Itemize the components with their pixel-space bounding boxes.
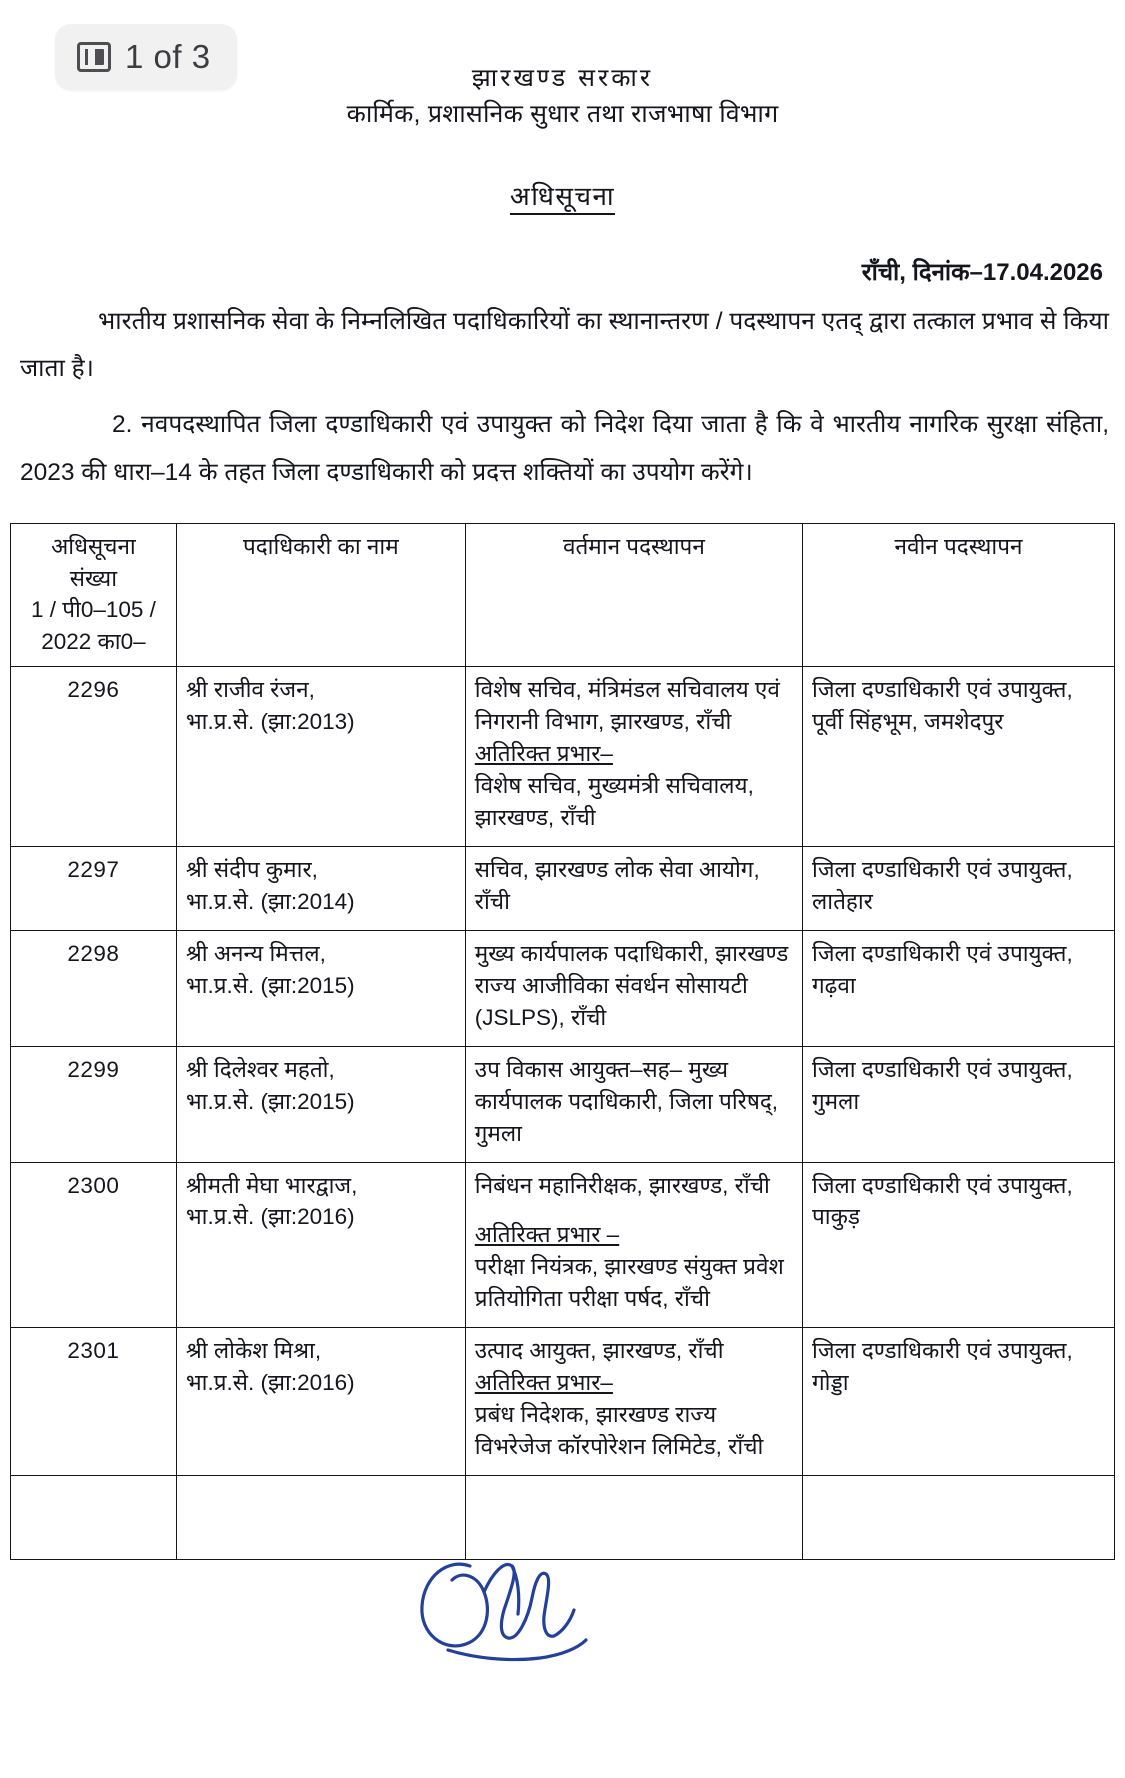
cell-empty	[803, 1476, 1115, 1560]
cell-current-posting: उप विकास आयुक्त–सह– मुख्य कार्यपालक पदाधिकारी, जिला परिषद्, गुमला	[465, 1046, 802, 1162]
officer-name: श्रीमती मेघा भारद्वाज,	[185, 1172, 358, 1198]
table-row	[11, 1328, 1115, 1476]
table-row-empty	[11, 1476, 1115, 1560]
notification-title	[10, 177, 1115, 213]
cell-new-posting: जिला दण्डाधिकारी एवं उपायुक्त, पूर्वी सिंहभूम, जमशेदपुर	[803, 667, 1115, 847]
place-and-date: राँची, दिनांक–17.04.2026	[861, 258, 1103, 286]
current-posting-text: निबंधन महानिरीक्षक, झारखण्ड, राँची	[474, 1172, 770, 1198]
cell-officer	[176, 667, 465, 847]
signature-mark	[400, 1552, 630, 1672]
header-line: 1 / पी0–105 /	[30, 597, 156, 623]
table-row	[11, 1046, 1115, 1162]
officer-cadre: भा.प्र.से. (झा:2015)	[185, 972, 355, 998]
extra-charge-text: परीक्षा नियंत्रक, झारखण्ड संयुक्त प्रवेश प्रतियोगिता परीक्षा पर्षद, राँची	[474, 1254, 784, 1312]
officer-cadre: भा.प्र.से. (झा:2015)	[185, 1088, 355, 1114]
cell-new-posting: जिला दण्डाधिकारी एवं उपायुक्त, गुमला	[803, 1046, 1115, 1162]
cell-empty	[176, 1476, 465, 1560]
cell-officer	[176, 847, 465, 931]
extra-charge-label: अतिरिक्त प्रभार–	[474, 1370, 613, 1396]
current-posting-text: विशेष सचिव, मंत्रिमंडल सचिवालय एवं निगरानी विभाग, झारखण्ड, राँची	[474, 677, 780, 735]
cell-new-posting: जिला दण्डाधिकारी एवं उपायुक्त, गोड्डा	[803, 1328, 1115, 1476]
header-line: संख्या	[69, 565, 118, 591]
cell-notification-number: 2298	[11, 930, 177, 1046]
cell-notification-number: 2300	[11, 1162, 177, 1328]
header-line-2: कार्मिक, प्रशासनिक सुधार तथा राजभाषा विभाग	[346, 100, 779, 129]
table-row	[11, 667, 1115, 847]
cell-notification-number: 2297	[11, 847, 177, 931]
cell-current-posting: सचिव, झारखण्ड लोक सेवा आयोग, राँची	[465, 847, 802, 931]
cell-empty	[11, 1476, 177, 1560]
paragraph-2: 2. नवपदस्थापित जिला दण्डाधिकारी एवं उपायुक्त को निदेश दिया जाता है कि वे भारतीय नागरिक सुरक्षा संहिता, 2023 की धारा–14 के तहत जिला दण्डाधिकारी को प्रदत्त शक्तियों का उपयोग करेंगे।	[20, 411, 1109, 486]
cell-new-posting: जिला दण्डाधिकारी एवं उपायुक्त, लातेहार	[803, 847, 1115, 931]
cell-current-posting	[465, 1328, 802, 1476]
cell-new-posting: जिला दण्डाधिकारी एवं उपायुक्त, पाकुड़	[803, 1162, 1115, 1328]
officer-cadre: भा.प्र.से. (झा:2016)	[185, 1370, 355, 1396]
document-body	[10, 60, 1115, 1560]
page-indicator-label: 1 of 3	[125, 38, 211, 75]
table-row	[11, 930, 1115, 1046]
table-header-new-posting: नवीन पदस्थापन	[803, 523, 1115, 667]
table-header-current-posting: वर्तमान पदस्थापन	[465, 523, 802, 667]
officer-cadre: भा.प्र.से. (झा:2014)	[185, 888, 355, 914]
cell-empty	[465, 1476, 802, 1560]
extra-charge-text: प्रबंध निदेशक, झारखण्ड राज्य विभरेजेज कॉरपोरेशन लिमिटेड, राँची	[474, 1402, 764, 1460]
extra-charge-text: विशेष सचिव, मुख्यमंत्री सचिवालय, झारखण्ड, राँची	[474, 773, 754, 831]
header-line-1: झारखण्ड सरकार	[471, 64, 654, 92]
officer-name: श्री दिलेश्वर महतो,	[185, 1056, 335, 1082]
officer-name: श्री संदीप कुमार,	[185, 857, 318, 882]
header-line: अधिसूचना	[51, 533, 136, 559]
cell-officer	[176, 1328, 465, 1476]
paragraph-1: भारतीय प्रशासनिक सेवा के निम्नलिखित पदाधिकारियों का स्थानान्तरण / पदस्थापन एतद् द्वारा तत्काल प्रभाव से किया जाता है।	[20, 307, 1109, 383]
table-header-row	[11, 523, 1115, 667]
officer-cadre: भा.प्र.से. (झा:2016)	[185, 1204, 355, 1230]
cell-officer	[176, 930, 465, 1046]
page-indicator-badge[interactable]	[55, 24, 237, 90]
cell-current-posting	[465, 667, 802, 847]
extra-charge-label: अतिरिक्त प्रभार –	[474, 1222, 620, 1248]
cell-officer	[176, 1046, 465, 1162]
notification-title-text: अधिसूचना	[510, 181, 615, 215]
officer-name: श्री अनन्य मित्तल,	[185, 940, 326, 966]
cell-notification-number: 2301	[11, 1328, 177, 1476]
table-row	[11, 847, 1115, 931]
cell-notification-number: 2299	[11, 1046, 177, 1162]
table-row	[11, 1162, 1115, 1328]
officer-name: श्री राजीव रंजन,	[185, 677, 315, 703]
cell-current-posting: मुख्य कार्यपालक पदाधिकारी, झारखण्ड राज्य आजीविका संवर्धन सोसायटी (JSLPS), राँची	[465, 930, 802, 1046]
header-line: 2022 का0–	[41, 629, 146, 655]
cell-current-posting	[465, 1162, 802, 1328]
cell-notification-number: 2296	[11, 667, 177, 847]
transfer-table	[10, 523, 1115, 1560]
extra-charge-label: अतिरिक्त प्रभार–	[474, 741, 613, 767]
table-header-notification-number	[11, 523, 177, 667]
table-header-officer-name: पदाधिकारी का नाम	[176, 523, 465, 667]
current-posting-text: उत्पाद आयुक्त, झारखण्ड, राँची	[474, 1338, 724, 1364]
cell-officer	[176, 1162, 465, 1328]
cell-new-posting: जिला दण्डाधिकारी एवं उपायुक्त, गढ़वा	[803, 930, 1115, 1046]
officer-name: श्री लोकेश मिश्रा,	[185, 1338, 322, 1364]
officer-cadre: भा.प्र.से. (झा:2013)	[185, 709, 355, 735]
page-view-icon	[77, 42, 111, 72]
